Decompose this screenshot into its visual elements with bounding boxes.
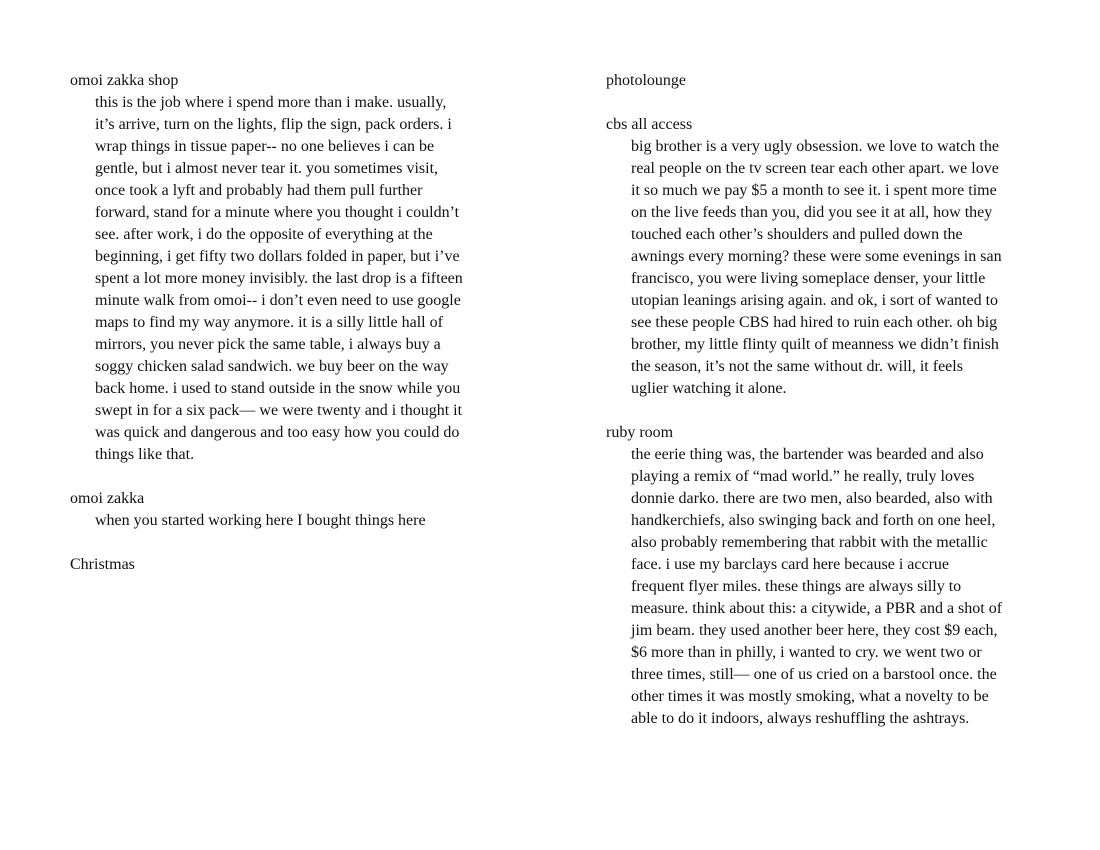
body-line: other times it was mostly smoking, what a novelty to be [631,688,989,705]
body-line: beginning, i get fifty two dollars folded in paper, but i’ve [95,248,460,265]
body-line: francisco, you were living someplace denser, your little [631,270,986,287]
entry-cbs-all-access [606,114,1036,400]
entry-body [606,136,1036,400]
body-line: once took a lyft and probably had them pull further [95,182,423,199]
body-line: also probably remembering that rabbit with the metallic [631,534,988,551]
body-line: awnings every morning? these were some evenings in san [631,248,1002,265]
body-line: soggy chicken salad sandwich. we buy beer on the way [95,358,449,375]
body-line: things like that. [95,446,195,463]
entry-ruby-room [606,422,1036,730]
body-line: was quick and dangerous and too easy how you could do [95,424,460,441]
body-line: minute walk from omoi-- i don’t even need to use google [95,292,461,309]
body-line: swept in for a six pack— we were twenty and i thought it [95,402,463,419]
body-line: on the live feeds than you, did you see it at all, how they [631,204,993,221]
right-page [606,70,1036,752]
body-line: three times, still— one of us cried on a barstool once. the [631,666,997,683]
entry-title: ruby room [606,424,674,441]
body-line: brother, my little flinty quilt of meanness we didn’t finish [631,336,999,353]
body-line: when you started working here I bought things here [95,512,426,529]
body-line: able to do it indoors, always reshuffling the ashtrays. [631,710,970,727]
body-line: the eerie thing was, the bartender was bearded and also [631,446,984,463]
entry-omoi-zakka [70,488,510,532]
entry-photolounge [606,70,1036,92]
body-line: spent a lot more money invisibly. the last drop is a fifteen [95,270,463,287]
entry-title: omoi zakka [70,490,145,507]
body-line: see these people CBS had hired to ruin each other. oh big [631,314,998,331]
entry-title: Christmas [70,556,135,573]
body-line: measure. think about this: a citywide, a PBR and a shot of [631,600,1003,617]
body-line: frequent flyer miles. these things are always silly to [631,578,962,595]
body-line: jim beam. they used another beer here, they cost $9 each, [631,622,998,639]
entry-title: omoi zakka shop [70,72,179,89]
body-line: donnie darko. there are two men, also bearded, also with [631,490,993,507]
body-line: uglier watching it alone. [631,380,787,397]
body-line: it’s arrive, turn on the lights, flip the sign, pack orders. i [95,116,452,133]
body-line: this is the job where i spend more than i make. usually, [95,94,447,111]
body-line: $6 more than in philly, i wanted to cry. we went two or [631,644,982,661]
body-line: real people on the tv screen tear each other apart. we love [631,160,999,177]
body-line: face. i use my barclays card here because i accrue [631,556,950,573]
body-line: back home. i used to stand outside in the snow while you [95,380,461,397]
body-line: wrap things in tissue paper-- no one believes i can be [95,138,435,155]
body-line: handkerchiefs, also swinging back and forth on one heel, [631,512,996,529]
body-line: forward, stand for a minute where you thought i couldn’t [95,204,460,221]
entry-body [70,510,510,532]
entry-title: cbs all access [606,116,693,133]
body-line: it so much we pay $5 a month to see it. i spent more time [631,182,997,199]
entry-title: photolounge [606,72,686,89]
body-line: big brother is a very ugly obsession. we love to watch the [631,138,999,155]
body-line: utopian leanings arising again. and ok, i sort of wanted to [631,292,999,309]
body-line: the season, it’s not the same without dr. will, it feels [631,358,963,375]
left-page [70,70,510,598]
body-line: see. after work, i do the opposite of everything at the [95,226,433,243]
entry-christmas [70,554,510,576]
body-line: maps to find my way anymore. it is a silly little hall of [95,314,443,331]
body-line: playing a remix of “mad world.” he really, truly loves [631,468,975,485]
body-line: touched each other’s shoulders and pulled down the [631,226,963,243]
body-line: gentle, but i almost never tear it. you sometimes visit, [95,160,439,177]
entry-omoi-zakka-shop [70,70,510,466]
entry-body [606,444,1036,730]
entry-body [70,92,510,466]
body-line: mirrors, you never pick the same table, i always buy a [95,336,441,353]
